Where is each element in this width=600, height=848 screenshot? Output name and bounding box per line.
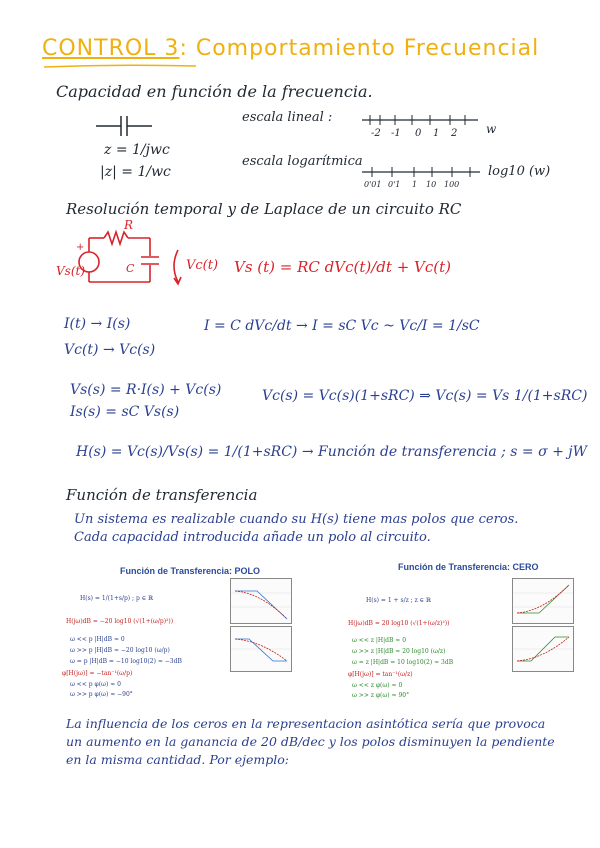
laplace-current: I(t) → I(s) xyxy=(64,316,131,332)
impedance-equation: z = 1/jwc xyxy=(104,142,170,158)
pole-magnitude-plot xyxy=(230,578,292,624)
pole-eq-3: ω >> p |H|dB ≈ −20 log10 (ω/p) xyxy=(70,647,170,654)
pole-eq-4: ω = p |H|dB = −10 log10(2) ≈ −3dB xyxy=(70,658,182,665)
pole-eq-1: H(jω)dB = −20 log10 (√(1+(ω/p)²)) xyxy=(66,618,174,625)
section4-line1: La influencia de los ceros en la representacion asintótica sería que provoca xyxy=(66,716,546,731)
current-laplace: Is(s) = sC Vs(s) xyxy=(70,404,180,420)
log-tick-2: 1 xyxy=(412,180,418,189)
log-tick-3: 10 xyxy=(426,180,437,189)
linear-tick-0: -2 xyxy=(371,128,381,139)
section4-line2: un aumento en la ganancia de 20 dB/dec y los polos disminuyen la pendiente xyxy=(66,734,555,749)
vc-solution: Vc(s) = Vc(s)(1+sRC) ⇒ Vc(s) = Vs 1/(1+sRC) xyxy=(262,388,588,404)
capacitor-impedance-derivation: I = C dVc/dt → I = sC Vc ~ Vc/I = 1/sC xyxy=(204,318,480,334)
plus-sign: + xyxy=(76,242,85,253)
pole-phase-plot xyxy=(230,626,292,672)
zero-phase-plot xyxy=(512,626,574,672)
log-tick-4: 100 xyxy=(444,180,460,189)
linear-scale-label: escala lineal : xyxy=(242,110,333,125)
pole-eq-6: ω << p φ(ω) ≈ 0 xyxy=(70,681,121,688)
kvl-laplace: Vs(s) = R·I(s) + Vc(s) xyxy=(70,382,222,398)
zero-eq-1: H(jω)dB = 20 log10 (√(1+(ω/z)²)) xyxy=(348,620,450,627)
log-tick-0: 0'01 xyxy=(364,180,382,189)
zero-eq-3: ω >> z |H|dB ≈ 20 log10 (ω/z) xyxy=(352,648,446,655)
section4-line3: en la misma cantidad. Por ejemplo: xyxy=(66,752,289,767)
zero-eq-0: H(s) = 1 + s/z ; z ∈ ℝ xyxy=(366,597,431,604)
transfer-function: H(s) = Vc(s)/Vs(s) = 1/(1+sRC) → Función de transferencia ; s = σ + jW xyxy=(76,444,588,460)
capacitor-label: C xyxy=(126,262,135,275)
zero-eq-4: ω = z |H|dB = 10 log10(2) ≈ 3dB xyxy=(352,659,454,666)
log-tick-1: 0'1 xyxy=(388,180,401,189)
section3-line1: Un sistema es realizable cuando su H(s) tiene mas polos que ceros. xyxy=(74,512,519,527)
pole-eq-0: H(s) = 1/(1+s/p) ; p ∈ ℝ xyxy=(80,595,154,602)
source-label: Vs(t) xyxy=(56,264,86,278)
pole-eq-5: φ[H(jω)] = −tan⁻¹(ω/p) xyxy=(62,670,133,677)
linear-tick-4: 2 xyxy=(451,128,458,139)
linear-tick-1: -1 xyxy=(391,128,401,139)
pole-figure-title: Función de Transferencia: POLO xyxy=(120,566,261,576)
zero-eq-2: ω << z |H|dB ≈ 0 xyxy=(352,637,407,644)
pole-eq-2: ω << p |H|dB ≈ 0 xyxy=(70,636,125,643)
zero-magnitude-plot xyxy=(512,578,574,624)
kvl-equation: Vs (t) = RC dVc(t)/dt + Vc(t) xyxy=(234,258,451,276)
section1-heading: Capacidad en función de la frecuencia. xyxy=(56,82,373,101)
section3-heading: Función de transferencia xyxy=(66,486,258,504)
zero-eq-6: ω << z φ(ω) ≈ 0 xyxy=(352,682,403,689)
zero-figure-title: Función de Transferencia: CERO xyxy=(398,562,539,572)
linear-tick-3: 1 xyxy=(433,128,440,139)
impedance-magnitude: |z| = 1/wc xyxy=(100,164,171,180)
linear-tick-2: 0 xyxy=(415,128,422,139)
zero-eq-7: ω >> z φ(ω) ≈ 90° xyxy=(352,692,410,699)
log-scale-label: escala logarítmica xyxy=(242,154,363,169)
section3-line2: Cada capacidad introducida añade un polo al circuito. xyxy=(74,530,431,545)
title-prefix: CONTROL 3 xyxy=(42,36,180,61)
capacitor-voltage-label: Vc(t) xyxy=(186,258,219,273)
laplace-voltage: Vc(t) → Vc(s) xyxy=(64,342,156,358)
log-axis-label: log10 (w) xyxy=(488,164,551,179)
resistor-label: R xyxy=(124,218,134,232)
zero-eq-5: φ[H(jω)] = tan⁻¹(ω/z) xyxy=(348,671,413,678)
title-rest: : Comportamiento Frecuencial xyxy=(179,36,540,61)
linear-axis-label: w xyxy=(486,122,497,136)
pole-eq-7: ω >> p φ(ω) ≈ −90° xyxy=(70,691,133,698)
section2-heading: Resolución temporal y de Laplace de un circuito RC xyxy=(66,200,462,218)
